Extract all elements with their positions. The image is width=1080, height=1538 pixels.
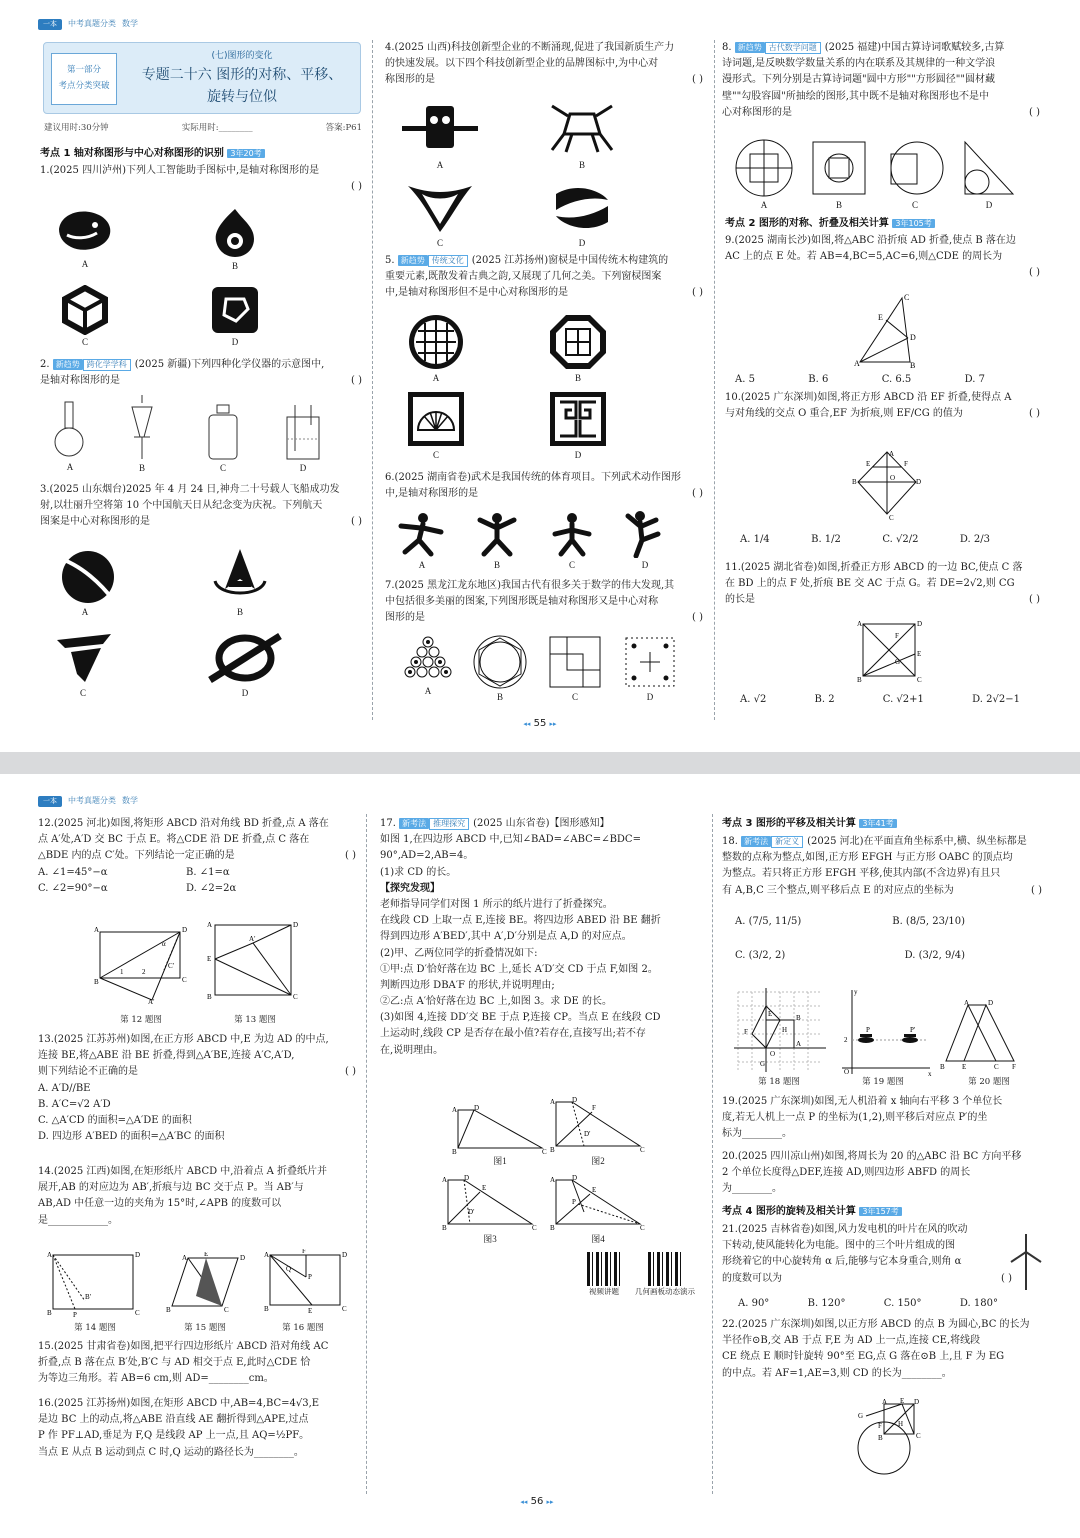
- svg-text:E: E: [204, 1252, 209, 1258]
- q17-figure-1: A D B C 图1: [452, 1104, 547, 1166]
- svg-text:F: F: [1012, 1063, 1016, 1071]
- svg-text:C′: C′: [168, 962, 175, 970]
- question-17: 17. 新考法 推理探究 (2025 山东省卷)【图形感知】 如图 1,在四边形 ABCD 中,已知∠BAD=∠ABC=∠BDC= 90°,AD=2,AB=4。 (1)求 CD 的长。 【探究发现】 老师指导同学们对图 1 所示的纸片进行了折叠探究。 在线段 CD 上取一点 E,连接 BE。将四边形 ABED 沿 BE 翻折 得到四边形 A′BED′,其中 A′,D′分别是点 A,D 的对应点。 (2)甲、乙两位同学的折叠情况如下: ①甲:点 D′恰好落在边 BC 上,延长 A′D′交 CD 于点 F,如图 2。 判断四边形 DBA′F 的形状,并说明理由; ②乙:点 A′恰好落在边 BC 上,如图 3。求 DE 的长。 (3)如图 4,连接 DD′交 BE 于点 P,连接 CP。当点 E 在线段 CD 上运动时,线段 CP 是否存在最小值?若存在,直接写出;若不存 在,说明理由。: [380, 818, 661, 1056]
- question-18: 18. 新考法 新定义 (2025 河北)在平面直角坐标系中,横、纵坐标都是 整数的点称为整点,如图,正方形 EFGH 与正方形 OABC 的顶点均 为整点。若只将正方形 EFGH 平移,使其内部(不含边界)有且只 有 A,B,C 三个整点,则平移后点 E 的对应点的坐标为 ( ): [722, 836, 1042, 896]
- question-6: 6.(2025 湖南省卷)武术是我国传统的体育项目。下列武术动作图形 中,是轴对称图形的是 ( ): [385, 472, 703, 500]
- svg-text:E: E: [962, 1063, 967, 1071]
- svg-text:C: C: [542, 1148, 547, 1154]
- svg-text:C: C: [889, 514, 894, 520]
- svg-text:C: C: [904, 293, 910, 302]
- svg-text:O: O: [844, 1068, 850, 1076]
- svg-text:A: A: [550, 1176, 556, 1184]
- q14-rectangle-diagram: [45, 1249, 140, 1319]
- question-19: 19.(2025 广东深圳)如图,无人机沿着 x 轴向右平移 3 个单位长 度,若无人机上一点 P 的坐标为(1,2),则平移后对应点 P′的坐 标为________。: [722, 1096, 1003, 1140]
- page-56: [0, 774, 1080, 1538]
- caption-20: 第 20 题图: [968, 1077, 1010, 1087]
- svg-text:C: C: [342, 1305, 347, 1313]
- section-heading-2: 考点 2 图形的对称、折叠及相关计算 3年105考: [725, 216, 935, 232]
- circle-square-figure: A: [733, 138, 795, 213]
- svg-text:D: D: [914, 1398, 920, 1406]
- svg-text:D: D: [572, 1174, 578, 1182]
- caption-19: 第 19 题图: [862, 1077, 904, 1087]
- svg-text:B: B: [852, 478, 857, 486]
- column-divider: [366, 814, 367, 1494]
- svg-text:B: B: [94, 978, 99, 986]
- question-4: 4.(2025 山西)科技创新型企业的不断涌现,促进了我国新质生产力 的快速发展。以下四个科技创新型企业的品牌图标中,为中心对 称图形的是 ( ): [385, 42, 703, 86]
- part-label: 第一部分 考点分类突破: [51, 53, 117, 105]
- page-header: [38, 794, 138, 808]
- fret-lattice-window-icon: D: [545, 390, 611, 463]
- svg-text:P′: P′: [910, 1026, 916, 1034]
- svg-text:C: C: [640, 1224, 645, 1232]
- svg-text:D: D: [342, 1251, 348, 1259]
- svg-text:O: O: [770, 1050, 776, 1058]
- q17-figure-2: A D F B C D′ 图2: [550, 1096, 645, 1166]
- svg-text:F: F: [744, 1028, 748, 1036]
- hexagon-circle-pattern-icon: B: [470, 634, 530, 705]
- q21-options: A. 90° B. 120° C. 150° D. 180°: [738, 1298, 998, 1309]
- svg-text:C: C: [224, 1306, 229, 1314]
- q16-rectangle-diagram: [262, 1249, 348, 1315]
- question-3: 3.(2025 山东烟台)2025 年 4 月 24 日,神舟二十号载人飞船成功发 射,以壮丽升空将第 10 个中国航天日从纪念变为庆祝。下列航天 图案是中心对称图形的是 ( ): [40, 484, 362, 528]
- page-55: [0, 0, 1080, 752]
- question-21: 21.(2025 吉林省卷)如图,风力发电机的叶片在风的吹动 下转动,使风能转化为电能。图中的三个叶片组成的图 形绕着它的中心旋转角 α 后,能够与它本身重合,则角 α 的度数可以为 ( ): [722, 1224, 1012, 1284]
- svg-text:Q: Q: [286, 1265, 292, 1273]
- gas-bottle-icon: D: [280, 403, 326, 476]
- question-13: 13.(2025 江苏苏州)如图,在正方形 ABCD 中,E 为边 AD 的中点, 连接 BE,将△ABE 沿 BE 折叠,得到△A′BE,连接 A′C,A′D, 则下列结论不正确的是 ( ) A. A′D//BE B. A′C=√2 A′D C. △A′CD 的面积=△A′DE 的面积 D. 四边形 A′BED 的面积=△A′BC 的面积: [38, 1034, 356, 1143]
- svg-text:A: A: [182, 1254, 188, 1262]
- svg-text:A: A: [207, 921, 213, 929]
- svg-text:G: G: [760, 1060, 766, 1068]
- svg-text:A: A: [452, 1106, 458, 1114]
- question-7: 7.(2025 黑龙江龙东地区)我国古代有很多关于数学的伟大发现,其 中包括很多美丽的图案,下列图形既是轴对称图形又是中心对称 图形的是 ( ): [385, 580, 703, 624]
- svg-text:B: B: [264, 1305, 269, 1313]
- round-lattice-window-icon: A: [403, 313, 469, 386]
- svg-text:P: P: [73, 1311, 77, 1319]
- svg-text:y: y: [854, 988, 858, 996]
- q13-square-diagram: [205, 919, 305, 1003]
- q12-rectangle-diagram: [92, 924, 192, 1004]
- svg-text:D: D: [135, 1251, 140, 1259]
- orbit-emblem-icon: D: [205, 630, 285, 701]
- topic-banner: [43, 42, 361, 114]
- whale-logo-icon: A: [50, 205, 120, 272]
- rocket-emblem-icon: C: [48, 630, 118, 701]
- brand-logo: 一本: [38, 19, 62, 30]
- svg-text:E: E: [878, 313, 883, 322]
- svg-text:C: C: [182, 976, 187, 984]
- svg-text:A: A: [857, 620, 863, 628]
- svg-text:H: H: [782, 1026, 788, 1034]
- svg-text:A: A: [442, 1176, 448, 1184]
- svg-text:B: B: [878, 1434, 883, 1442]
- svg-text:1: 1: [120, 968, 124, 976]
- svg-text:α: α: [162, 940, 166, 948]
- svg-text:A: A: [964, 999, 970, 1007]
- caption-12: 第 12 题图: [120, 1015, 162, 1025]
- caption-14: 第 14 题图: [74, 1323, 116, 1333]
- octagon-lattice-window-icon: B: [545, 313, 611, 386]
- q17-figure-3: A D E B C D′ 图3: [442, 1174, 537, 1244]
- qr-label-geometry: 几何画板动态演示: [635, 1287, 695, 1296]
- svg-text:F: F: [904, 460, 908, 468]
- svg-text:O: O: [890, 474, 896, 482]
- svg-text:E: E: [308, 1307, 313, 1315]
- caption-18: 第 18 题图: [758, 1077, 800, 1087]
- svg-text:E: E: [900, 1398, 905, 1405]
- series-title: 中考真题分类: [68, 795, 116, 805]
- pinwheel-square-pattern-icon: C: [545, 634, 605, 705]
- svg-text:E: E: [866, 460, 871, 468]
- svg-text:B: B: [550, 1224, 555, 1232]
- svg-text:B: B: [207, 993, 212, 1001]
- svg-text:C: C: [532, 1224, 537, 1232]
- svg-text:D′: D′: [584, 1130, 591, 1138]
- section-heading-1: 考点 1 轴对称图形与中心对称图形的识别 3年20考: [40, 146, 265, 162]
- martial-arts-pose-a-icon: A: [395, 512, 449, 573]
- circle-triangle-pattern-icon: A: [398, 634, 458, 699]
- q15-parallelogram-diagram: [166, 1252, 246, 1314]
- page-number: ◂◂ 55 ▸▸: [523, 718, 557, 729]
- q18-options-row1: A. (7/5, 11/5) B. (8/5, 23/10): [735, 916, 965, 927]
- subject-label: 数学: [122, 795, 138, 805]
- robot-logo-icon: A: [398, 100, 482, 173]
- banner-subtitle: (七)图形的变化: [211, 51, 273, 61]
- question-1: 1.(2025 四川泸州)下列人工智能助手图标中,是轴对称图形的是 ( ): [40, 165, 362, 193]
- round-timber-figure: C: [884, 138, 946, 213]
- subject-label: 数学: [122, 18, 138, 28]
- svg-text:C: C: [293, 993, 298, 1001]
- banner-title: 专题二十六 图形的对称、平移、: [141, 66, 343, 83]
- svg-text:B: B: [442, 1224, 447, 1232]
- time-meta: [44, 122, 362, 136]
- question-16: 16.(2025 江苏扬州)如图,在矩形 ABCD 中,AB=4,BC=4√3,E 是边 BC 上的动点,将△ABE 沿直线 AE 翻折得到△APE,过点 P 作 PF⊥AD,垂足为 F,Q 是线段 AP 上一点,且 AQ=½PF。 当点 E 从点 B 运动到点 C 时,Q 运动的路径长为________。: [38, 1398, 320, 1458]
- column-divider: [712, 814, 713, 1494]
- svg-text:D: D: [293, 921, 299, 929]
- svg-text:A: A: [889, 450, 895, 458]
- section-heading-3: 考点 3 图形的平移及相关计算 3年41考: [722, 816, 897, 832]
- series-title: 中考真题分类: [68, 18, 116, 28]
- svg-text:D: D: [464, 1174, 470, 1182]
- svg-text:2: 2: [142, 968, 146, 976]
- wave-logo-icon: D: [540, 180, 624, 251]
- svg-text:F: F: [878, 1422, 882, 1430]
- svg-text:x: x: [928, 1070, 932, 1078]
- svg-text:F: F: [592, 1104, 596, 1112]
- qr-code-video[interactable]: [587, 1252, 621, 1286]
- martial-arts-pose-c-icon: C: [545, 512, 599, 573]
- svg-text:F: F: [302, 1249, 306, 1255]
- svg-text:A: A: [47, 1251, 53, 1259]
- brand-logo: 一本: [38, 796, 62, 807]
- svg-text:A: A: [882, 1398, 888, 1406]
- reagent-bottle-icon: C: [203, 403, 243, 476]
- svg-text:C: C: [916, 1432, 921, 1440]
- question-11: 11.(2025 湖北省卷)如图,折叠正方形 ABCD 的一边 BC,使点 C 落 在 BD 上的点 F 处,折痕 BE 交 AC 于点 G。若 DE=2√2,则 CG 的长是 ( ): [725, 562, 1040, 606]
- question-22: 22.(2025 广东深圳)如图,以正方形 ABCD 的点 B 为圆心,BC 的长为 半径作⊙B,交 AB 于点 F,E 为 AD 上一点,连接 CE,将线段 CE 绕点 E 顺时针旋转 90°至 EG,点 G 落在⊙B 上,且 F 为 EG 的中点。若 AF=1,AE=3,则 CD 的长为________。: [722, 1319, 1030, 1379]
- svg-text:G: G: [895, 658, 901, 666]
- svg-text:A: A: [854, 359, 860, 368]
- svg-text:B: B: [796, 1014, 801, 1022]
- q18-options-row2: C. (3/2, 2) D. (3/2, 9/4): [735, 950, 965, 961]
- cnsa-emblem-icon: B: [205, 545, 275, 620]
- svg-text:B: B: [910, 361, 916, 368]
- q10-options: A. 1/4 B. 1/2 C. √2/2 D. 2/3: [740, 534, 990, 545]
- column-divider: [714, 40, 715, 720]
- caption-13: 第 13 题图: [234, 1015, 276, 1025]
- answer-ref: 答案:P61: [325, 123, 362, 133]
- question-5: 5. 新趋势 传统文化 (2025 江苏扬州)窗棂是中国传统木构建筑的 重要元素,既散发着古典之韵,又展现了几何之美。下列窗棂图案 中,是轴对称图形但不是中心对称图形的是 ( ): [385, 255, 703, 299]
- svg-text:D: D: [910, 333, 916, 342]
- square-circle-figure: B: [808, 138, 870, 213]
- swirl-logo-icon: C: [398, 180, 482, 251]
- separating-funnel-icon: B: [122, 393, 162, 476]
- svg-text:A: A: [264, 1251, 270, 1259]
- q9-options: A. 5 B. 6 C. 6.5 D. 7: [735, 374, 985, 385]
- svg-text:A′: A′: [148, 998, 155, 1004]
- svg-text:E: E: [917, 650, 922, 658]
- caption-15: 第 15 题图: [184, 1323, 226, 1333]
- question-20: 20.(2025 四川凉山州)如图,将周长为 20 的△ABC 沿 BC 方向平移 2 个单位长度得△DEF,连接 AD,则四边形 ABFD 的周长 为________。: [722, 1151, 1022, 1195]
- planet-emblem-icon: A: [50, 545, 120, 620]
- q11-square-diagram: [855, 618, 925, 684]
- caption-16: 第 16 题图: [282, 1323, 324, 1333]
- q19-drone-diagram: [838, 986, 933, 1078]
- fan-lattice-window-icon: C: [403, 390, 469, 463]
- question-10: 10.(2025 广东深圳)如图,将正方形 ABCD 沿 EF 折叠,使得点 A 与对角线的交点 O 重合,EF 为折痕,则 EF/CG 的值为 ( ): [725, 392, 1040, 420]
- svg-text:E: E: [207, 955, 212, 963]
- actual-time: 实际用时:________: [181, 123, 253, 133]
- svg-text:E: E: [768, 1010, 773, 1018]
- svg-text:C: C: [917, 676, 922, 684]
- flame-logo-icon: B: [200, 205, 270, 274]
- svg-text:A′: A′: [249, 935, 256, 943]
- q20-translation-diagram: [940, 999, 1040, 1071]
- count-badge: 3年20考: [227, 149, 264, 158]
- page-number: ◂◂ 56 ▸▸: [520, 1496, 554, 1507]
- qr-label-video: 视频讲题: [589, 1287, 619, 1296]
- svg-text:E: E: [482, 1184, 487, 1192]
- svg-text:A: A: [550, 1098, 556, 1106]
- wind-turbine-icon: [1008, 1232, 1044, 1292]
- banner-title-line2: 旋转与位似: [207, 88, 277, 105]
- question-2: 2. 新趋势 跨化学学科 (2025 新疆)下列四种化学仪器的示意图中, 是轴对称图形的是 ( ): [40, 359, 362, 387]
- knot-logo-icon: D: [205, 285, 265, 350]
- dot-frame-pattern-icon: D: [620, 634, 680, 705]
- svg-text:D: D: [572, 1096, 578, 1104]
- martial-arts-pose-d-icon: D: [618, 510, 672, 573]
- svg-text:G: G: [858, 1412, 864, 1420]
- svg-text:B: B: [452, 1148, 457, 1154]
- svg-text:A: A: [94, 926, 100, 934]
- question-12: 12.(2025 河北)如图,将矩形 ABCD 沿对角线 BD 折叠,点 A 落在 点 A′处,A′D 交 BC 于点 E。将△CDE 沿 DE 折叠,点 C 落在 △BDE 内的点 C′处。下列结论一定正确的是 ( ) A. ∠1=45°−α B. ∠1=α C. ∠2=90°−α D. ∠2=2α: [38, 818, 356, 894]
- svg-text:D′: D′: [468, 1208, 475, 1216]
- cube-logo-icon: C: [55, 285, 115, 350]
- flask-icon: A: [50, 400, 90, 475]
- svg-text:D: D: [917, 620, 923, 628]
- svg-text:B: B: [857, 676, 862, 684]
- svg-text:B: B: [166, 1306, 171, 1314]
- svg-text:D: D: [474, 1104, 480, 1112]
- svg-text:D: D: [988, 999, 994, 1007]
- svg-text:H: H: [898, 1420, 904, 1428]
- question-14: 14.(2025 江西)如图,在矩形纸片 ABCD 中,沿着点 A 折叠纸片并 展开,AB 的对应边为 AB′,折痕与边 BC 交于点 P。当 AB′与 AB,AD 中任意一边的夹角为 15°时,∠APB 的度数可以 是____________。: [38, 1166, 328, 1226]
- svg-text:D: D: [240, 1254, 246, 1262]
- q22-circle-square-diagram: [852, 1398, 936, 1476]
- q18-grid-diagram: [730, 986, 830, 1078]
- qr-code-geometry[interactable]: [648, 1252, 682, 1286]
- svg-text:B: B: [550, 1146, 555, 1154]
- crab-logo-icon: B: [540, 100, 624, 173]
- svg-text:P: P: [572, 1198, 576, 1206]
- suggested-time: 建议用时:30分钟: [44, 123, 109, 133]
- martial-arts-pose-b-icon: B: [470, 512, 524, 573]
- right-triangle-incircle-figure: D: [958, 138, 1020, 213]
- svg-text:B: B: [940, 1063, 945, 1071]
- question-8: 8. 新趋势 古代数学问题 (2025 福建)中国古算诗词歌赋较多,古算 诗词题,是反映数学数量关系的内在联系及其规律的一种文学浪 漫形式。下列分别是古算诗词题"圆中方形""方形圆径""圆材藏 壁""勾股容圆"所抽绘的图形,其中既不是轴对称图形也不是中 心对称图形的是 ( ): [722, 42, 1040, 118]
- svg-text:B′: B′: [85, 1293, 92, 1301]
- svg-text:B: B: [47, 1309, 52, 1317]
- section-heading-4: 考点 4 图形的旋转及相关计算 3年157考: [722, 1204, 902, 1220]
- q9-triangle-diagram: [852, 292, 922, 368]
- svg-text:C: C: [135, 1309, 140, 1317]
- svg-text:C: C: [640, 1146, 645, 1154]
- svg-text:D: D: [182, 926, 188, 934]
- question-15: 15.(2025 甘肃省卷)如图,把平行四边形纸片 ABCD 沿对角线 AC 折叠,点 B 落在点 B′处,B′C 与 AD 相交于点 E,此时△CDE 恰 为等边三角形。若 AB=6 cm,则 AD=________cm。: [38, 1341, 329, 1385]
- svg-text:2: 2: [844, 1036, 848, 1044]
- svg-text:F: F: [895, 632, 899, 640]
- column-divider: [372, 40, 373, 720]
- q17-figure-4: A D E B C P 图4: [550, 1174, 645, 1244]
- page-header: [38, 17, 138, 31]
- svg-text:A: A: [796, 1040, 802, 1048]
- question-9: 9.(2025 湖南长沙)如图,将△ABC 沿折痕 AD 折叠,使点 B 落在边 AC 上的点 E 处。若 AB=4,BC=5,AC=6,则△CDE 的周长为 ( ): [725, 235, 1040, 279]
- q11-options: A. √2 B. 2 C. √2+1 D. 2√2−1: [740, 694, 1020, 705]
- svg-text:E: E: [592, 1186, 597, 1194]
- svg-text:P: P: [308, 1273, 312, 1281]
- svg-text:C: C: [994, 1063, 999, 1071]
- q10-square-diagram: [852, 448, 922, 520]
- svg-text:P: P: [866, 1026, 870, 1034]
- svg-text:D: D: [916, 478, 922, 486]
